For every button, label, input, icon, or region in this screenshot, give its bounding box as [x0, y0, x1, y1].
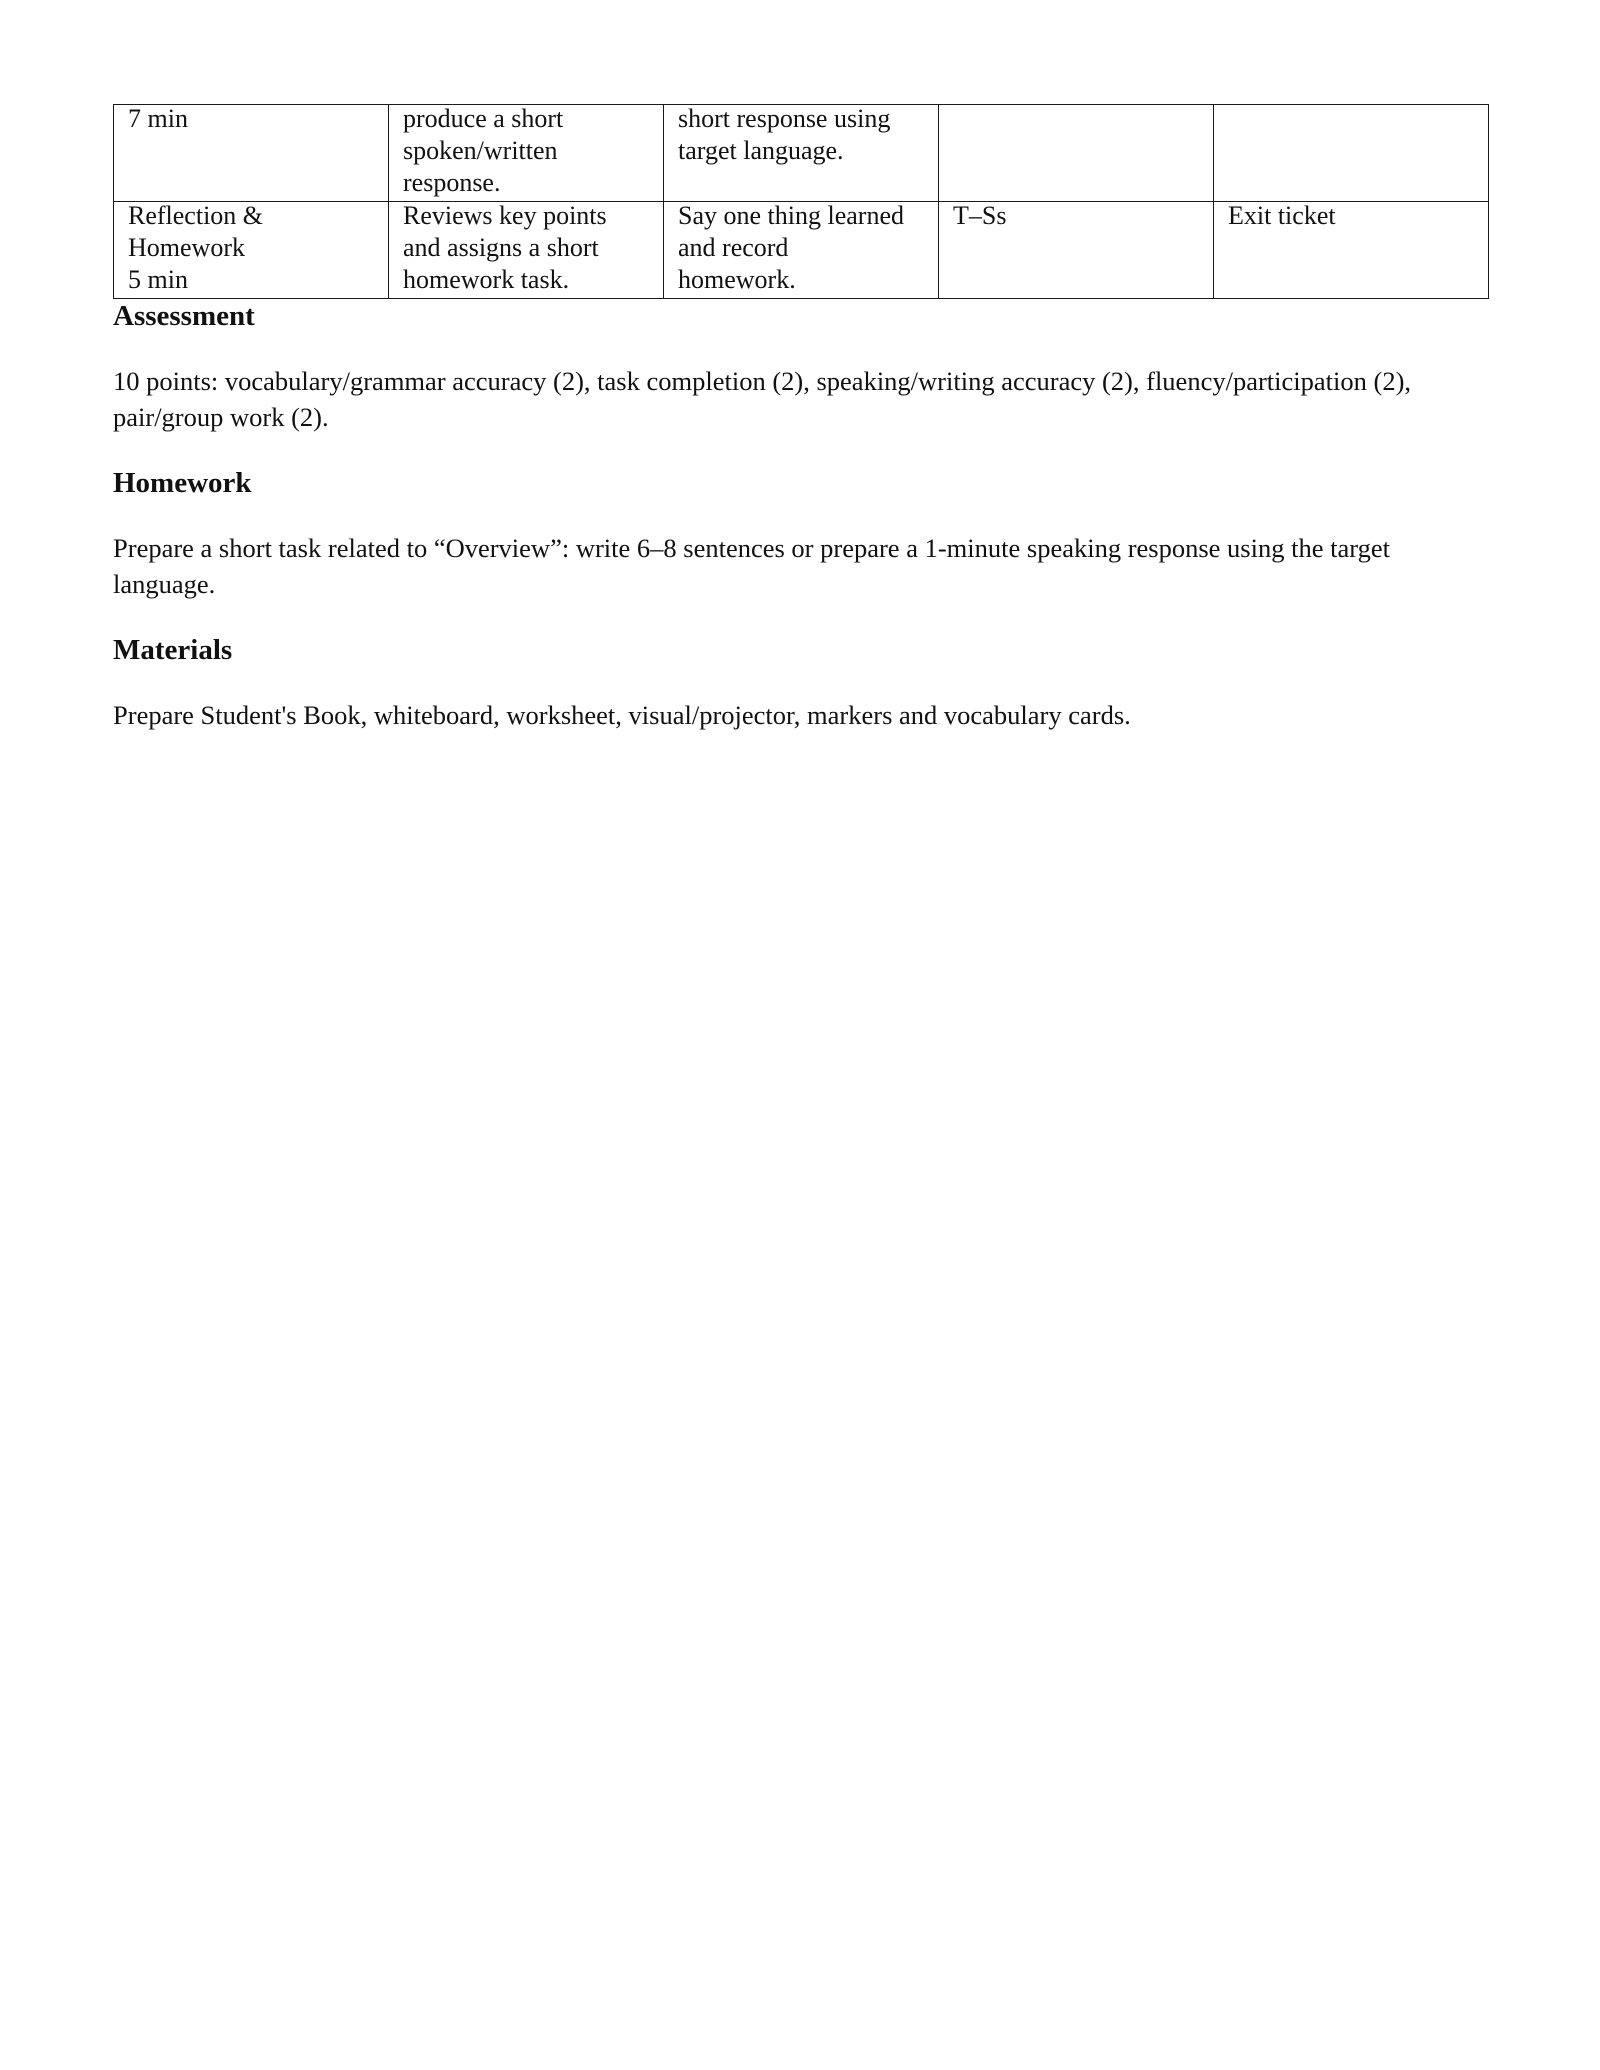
table-cell-stage: 7 min	[114, 105, 389, 202]
materials-heading: Materials	[113, 634, 233, 666]
table-cell-interaction	[939, 105, 1214, 202]
table-cell-interaction: T–Ss	[939, 202, 1214, 299]
lesson-plan-table	[113, 104, 1489, 299]
table-cell-student-activity: short response using target language.	[664, 105, 939, 202]
assessment-text: 10 points: vocabulary/grammar accuracy (2), task completion (2), speaking/writing accuracy (2), fluency/participation (2), pair/group work (2).	[113, 366, 1412, 432]
table-cell-assessment	[1214, 105, 1489, 202]
homework-text: Prepare a short task related to “Overview”: write 6–8 sentences or prepare a 1-minute speaking response using the target language.	[113, 533, 1390, 599]
materials-text: Prepare Student's Book, whiteboard, worksheet, visual/projector, markers and vocabulary cards.	[113, 700, 1131, 730]
table-row	[114, 202, 1489, 299]
homework-heading: Homework	[113, 467, 252, 499]
table-cell-teacher-activity: Reviews key points and assigns a short homework task.	[389, 202, 664, 299]
table-cell-teacher-activity: produce a short spoken/written response.	[389, 105, 664, 202]
table-row	[114, 105, 1489, 202]
assessment-heading: Assessment	[113, 300, 255, 332]
table-cell-student-activity: Say one thing learned and record homework.	[664, 202, 939, 299]
table-cell-stage: Reflection & Homework 5 min	[114, 202, 389, 299]
table-cell-assessment: Exit ticket	[1214, 202, 1489, 299]
